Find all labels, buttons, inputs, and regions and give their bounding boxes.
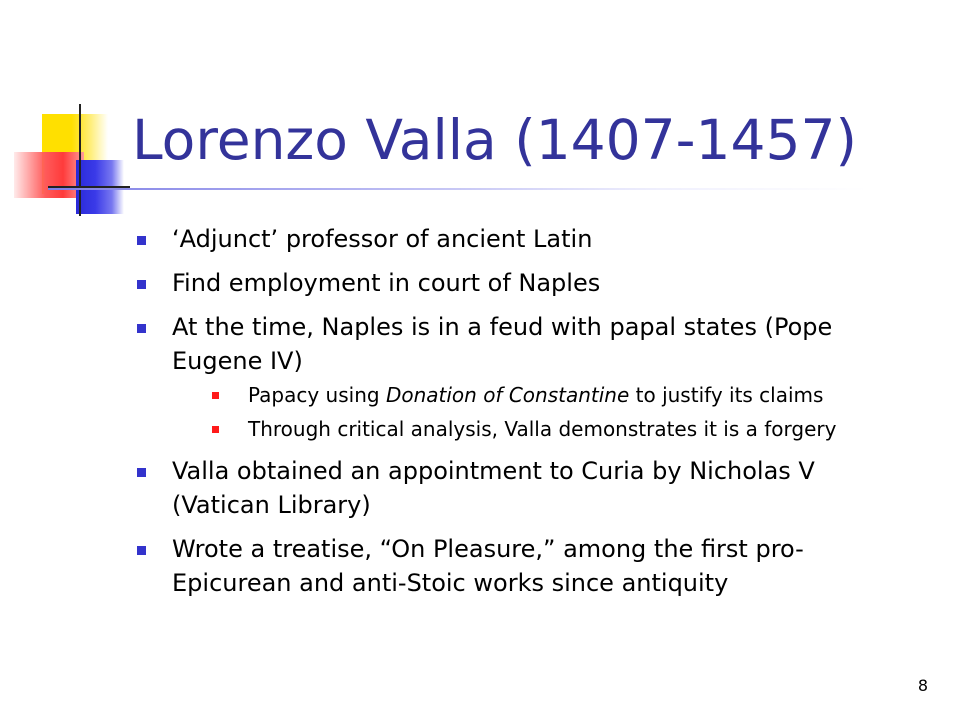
page-number: 8 [917, 676, 928, 695]
slide-content [134, 222, 914, 610]
bullet-item: Wrote a treatise, “On Pleasure,” among the first pro-Epicurean and anti-Stoic works since antiquity [134, 532, 914, 600]
sub-bullet-item [210, 380, 914, 410]
sub-bullet-text: to justify its claims [629, 383, 824, 407]
bullet-item: Find employment in court of Naples [134, 266, 914, 300]
bullet-item: Valla obtained an appointment to Curia by Nicholas V (Vatican Library) [134, 454, 914, 522]
sub-bullet-text: Papacy using [248, 383, 386, 407]
title-underline [48, 188, 868, 190]
decorative-red-block [14, 152, 84, 198]
bullet-item: ‘Adjunct’ professor of ancient Latin [134, 222, 914, 256]
bullet-list [134, 222, 914, 600]
decorative-vertical-line [79, 104, 81, 216]
sub-bullet-item: Through critical analysis, Valla demonstrates it is a forgery [210, 414, 914, 444]
bullet-text: At the time, Naples is in a feud with papal states (Pope Eugene IV) [172, 313, 833, 375]
sub-bullet-list [172, 380, 914, 444]
bullet-item [134, 310, 914, 444]
sub-bullet-italic-text: Donation of Constantine [385, 383, 630, 407]
slide-title: Lorenzo Valla (1407-1457) [132, 108, 857, 172]
